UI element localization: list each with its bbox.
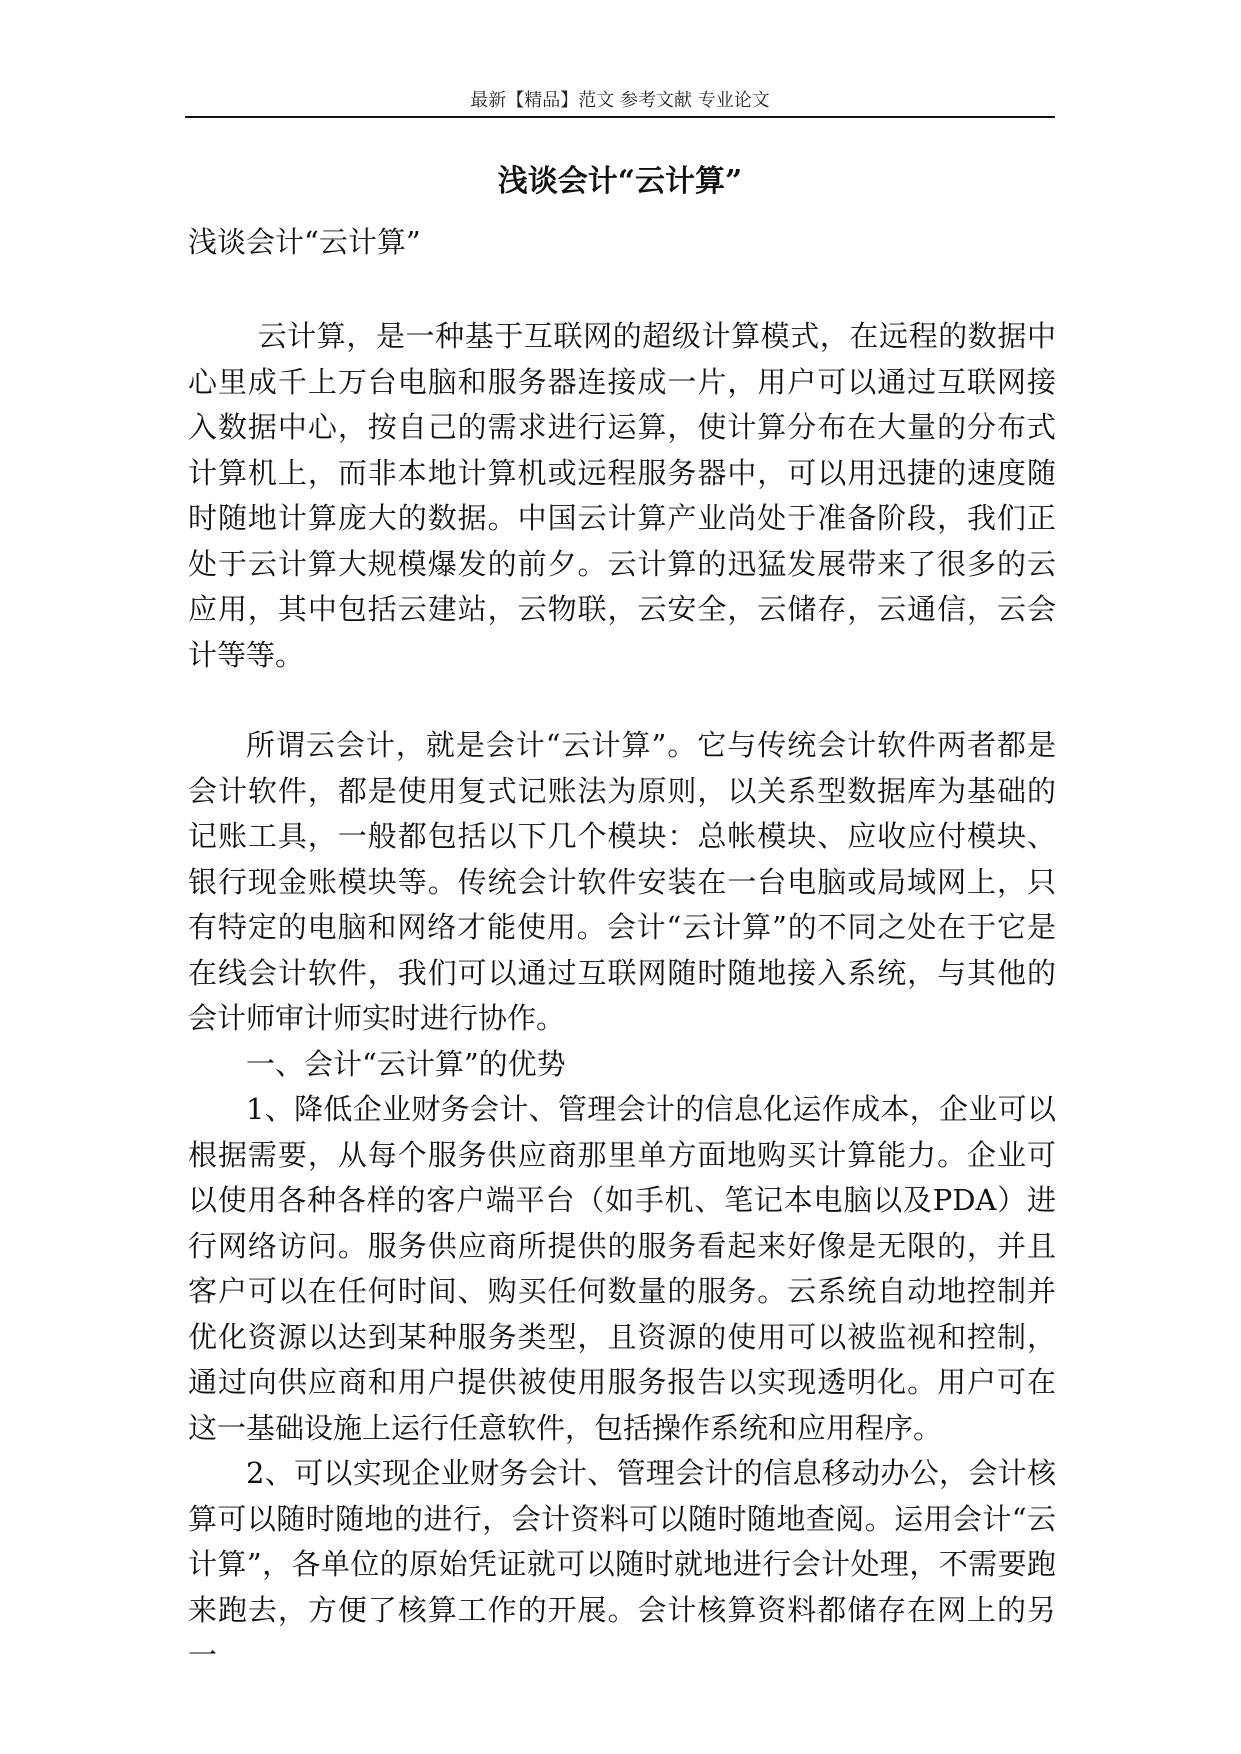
header-divider xyxy=(185,116,1055,118)
paragraph-cloud-accounting-definition: 所谓云会计，就是会计“云计算”。它与传统会计软件两者都是会计软件，都是使用复式记账法为原则，以关系型数据库为基础的记账工具，一般都包括以下几个模块：总帐模块、应收应付模块、银行现金账模块等。传统会计软件安装在一台电脑或局域网上，只有特定的电脑和网络才能使用。会计“云计算”的不同之处在于它是在线会计软件，我们可以通过互联网随时随地接入系统，与其他的会计师审计师实时进行协作。 xyxy=(188,728,1056,1035)
paragraph-advantage-2: 2、可以实现企业财务会计、管理会计的信息移动办公，会计核算可以随时随地的进行，会计资料可以随时随地查阅。运用会计“云计算”，各单位的原始凭证就可以随时就地进行会计处理，不需要跑来跑去，方便了核算工作的开展。会计核算资料都储存在网上的另一 xyxy=(188,1456,1056,1672)
page-header: 最新【精品】范文 参考文献 专业论文 xyxy=(470,90,770,111)
paragraph-cloud-computing-intro: 云计算，是一种基于互联网的超级计算模式，在远程的数据中心里成千上万台电脑和服务器连接成一片，用户可以通过互联网接入数据中心，按自己的需求进行运算，使计算分布在大量的分布式计算机上，而非本地计算机或远程服务器中，可以用迅捷的速度随时随地计算庞大的数据。中国云计算产业尚处于准备阶段，我们正处于云计算大规模爆发的前夕。云计算的迅猛发展带来了很多的云应用，其中包括云建站，云物联，云安全，云储存，云通信，云会计等等。 xyxy=(188,319,1056,672)
document-title: 浅谈会计“云计算” xyxy=(497,164,743,199)
document-subtitle: 浅谈会计“云计算” xyxy=(188,225,421,259)
document-body xyxy=(188,314,1056,1679)
section-heading-advantages: 一、会计“云计算”的优势 xyxy=(246,1046,566,1081)
paragraph-advantage-1: 1、降低企业财务会计、管理会计的信息化运作成本，企业可以根据需要，从每个服务供应商那里单方面地购买计算能力。企业可以使用各种各样的客户端平台（如手机、笔记本电脑以及PDA）进行网络访问。服务供应商所提供的服务看起来好像是无限的，并且客户可以在任何时间、购买任何数量的服务。云系统自动地控制并优化资源以达到某种服务类型，且资源的使用可以被监视和控制，通过向供应商和用户提供被使用服务报告以实现透明化。用户可在这一基础设施上运行任意软件，包括操作系统和应用程序。 xyxy=(188,1092,1056,1445)
